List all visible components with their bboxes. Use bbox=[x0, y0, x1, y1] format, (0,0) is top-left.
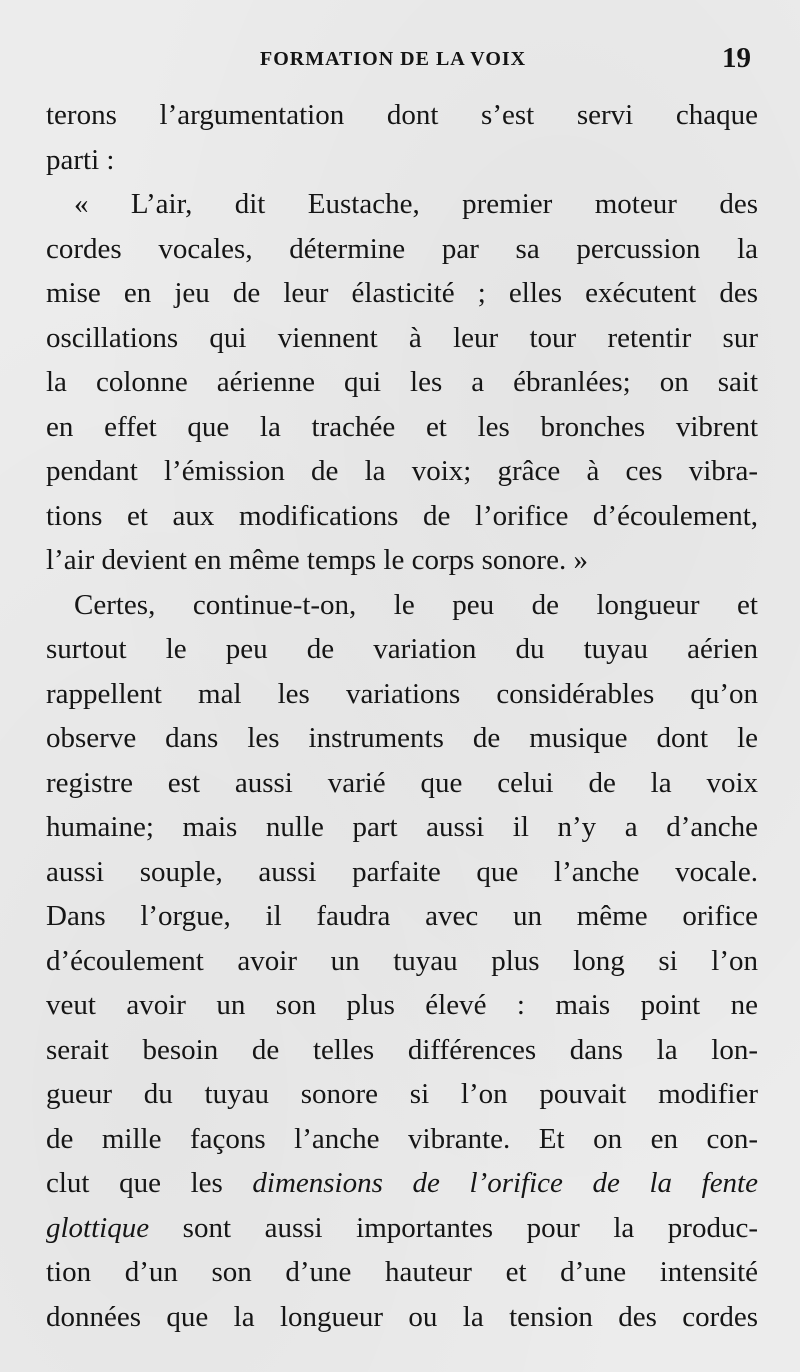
text-line bbox=[46, 983, 758, 1028]
running-head bbox=[0, 42, 800, 78]
text-line bbox=[46, 360, 758, 405]
text-line bbox=[46, 939, 758, 984]
text-line bbox=[46, 1072, 758, 1117]
italic-text-segment: glottique bbox=[46, 1211, 150, 1244]
italic-text-segment: dimensions de l’orifice de la fente bbox=[252, 1167, 758, 1199]
text-segment: d’écoulement avoir un tuyau plus long si l’on bbox=[46, 944, 758, 977]
text-line bbox=[46, 1295, 758, 1340]
text-line bbox=[46, 1117, 758, 1162]
text-segment: gueur du tuyau sonore si l’on pouvait modifier bbox=[46, 1078, 758, 1110]
text-segment: sont aussi importantes pour la produc- bbox=[149, 1211, 758, 1244]
text-segment: surtout le peu de variation du tuyau aérien bbox=[46, 633, 758, 665]
text-segment: humaine; mais nulle part aussi il n’y a d’anche bbox=[46, 811, 758, 843]
text-segment: mise en jeu de leur élasticité ; elles exécutent des bbox=[46, 277, 758, 309]
text-segment: terons l’argumentation dont s’est servi chaque bbox=[46, 99, 758, 131]
text-line bbox=[46, 761, 758, 806]
text-line bbox=[46, 316, 758, 361]
text-segment: de mille façons l’anche vibrante. Et on en con- bbox=[46, 1122, 758, 1155]
text-segment: pendant l’émission de la voix; grâce à ces vibra- bbox=[46, 455, 758, 487]
text-line bbox=[46, 1250, 758, 1295]
text-line bbox=[46, 894, 758, 939]
text-segment: l’air devient en même temps le corps sonore. » bbox=[46, 544, 588, 576]
text-segment: aussi souple, aussi parfaite que l’anche vocale. bbox=[46, 855, 758, 888]
text-segment: données que la longueur ou la tension des cordes bbox=[46, 1300, 758, 1333]
running-head-title: FORMATION DE LA VOIX bbox=[260, 48, 527, 70]
text-line bbox=[46, 93, 758, 138]
text-line bbox=[46, 850, 758, 895]
body-text bbox=[46, 93, 758, 1339]
text-segment: Dans l’orgue, il faudra avec un même orifice bbox=[46, 900, 758, 932]
text-line bbox=[46, 583, 758, 628]
text-segment: tions et aux modifications de l’orifice d’écoulement, bbox=[46, 499, 758, 532]
text-segment: en effet que la trachée et les bronches vibrent bbox=[46, 410, 758, 443]
text-segment: Certes, continue-t-on, le peu de longueur et bbox=[74, 588, 758, 621]
text-line bbox=[46, 672, 758, 717]
text-line bbox=[46, 1161, 758, 1206]
text-segment: la colonne aérienne qui les a ébranlées; on sait bbox=[46, 366, 758, 398]
text-segment: cordes vocales, détermine par sa percussion la bbox=[46, 232, 758, 265]
text-line bbox=[46, 805, 758, 850]
text-segment: tion d’un son d’une hauteur et d’une intensité bbox=[46, 1256, 758, 1288]
text-line bbox=[46, 182, 758, 227]
text-segment: registre est aussi varié que celui de la voix bbox=[46, 766, 758, 799]
text-line bbox=[46, 405, 758, 450]
text-line bbox=[46, 227, 758, 272]
text-line bbox=[46, 449, 758, 494]
text-segment: oscillations qui viennent à leur tour retentir sur bbox=[46, 321, 758, 354]
text-line bbox=[46, 627, 758, 672]
text-line bbox=[46, 538, 758, 583]
text-segment: serait besoin de telles différences dans la lon- bbox=[46, 1033, 758, 1066]
text-segment: rappellent mal les variations considérables qu’on bbox=[46, 677, 758, 710]
text-line bbox=[46, 1028, 758, 1073]
text-line bbox=[46, 494, 758, 539]
text-segment: clut que les bbox=[46, 1167, 253, 1199]
text-segment: observe dans les instruments de musique dont le bbox=[46, 722, 758, 754]
page-number: 19 bbox=[722, 42, 751, 74]
text-line bbox=[46, 138, 758, 183]
text-line bbox=[46, 716, 758, 761]
text-line bbox=[46, 271, 758, 316]
text-segment: parti : bbox=[46, 143, 115, 176]
text-line bbox=[46, 1206, 758, 1251]
text-segment: « L’air, dit Eustache, premier moteur des bbox=[74, 188, 758, 220]
text-segment: veut avoir un son plus élevé : mais point ne bbox=[46, 989, 758, 1021]
